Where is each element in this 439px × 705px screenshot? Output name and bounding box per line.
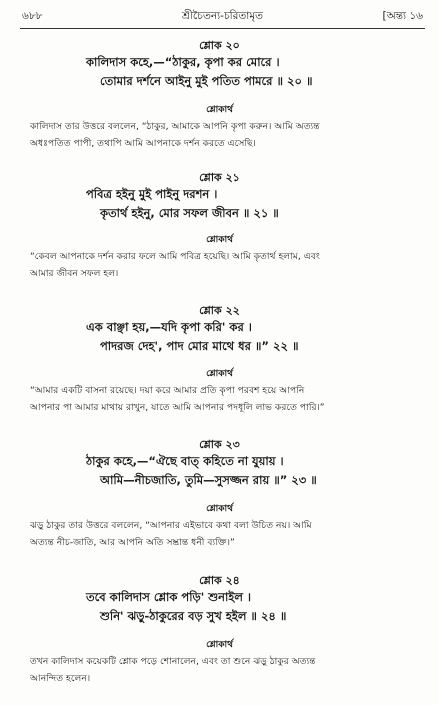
translation-line: “আমার একটি বাসনা রয়েছে। দয়া করে আমার প্রতি কৃপা পরবশ হয়ে আপনি: [30, 385, 305, 396]
translation-text: [30, 653, 419, 687]
verse-line: তোমার দর্শনে আইনু মুই পতিত পামরে ॥ ২০ ॥: [100, 74, 313, 88]
translation-heading: শ্লোকার্থ: [206, 105, 233, 115]
translation-24-block: [0, 638, 439, 687]
verse-heading: শ্লোক ২১: [199, 171, 240, 184]
translation-text: [30, 248, 419, 282]
verse-heading: শ্লোক ২০: [199, 39, 240, 52]
verse-23-block: [0, 437, 439, 490]
verse-line: পাদরজ দেহ', পাদ মোর মাথে ধর ॥” ২২ ॥: [100, 339, 299, 353]
translation-heading: শ্লোকার্থ: [206, 369, 233, 379]
translation-line: অধঃপতিত পাপী, তথাপি আমি আপনাকে দর্শন করতে এসেছি।: [30, 138, 256, 149]
translation-line: কালিদাস তার উত্তরে বললেন, “ঠাকুর, আমাকে আপনি কৃপা করুন। আমি অত্যন্ত: [30, 121, 320, 132]
verse-22-block: [0, 303, 439, 356]
verse-line: পবিত্র হইনু মুই পাইনু দরশন ।: [86, 187, 218, 201]
book-title: শ্রীচৈতন্য-চরিতামৃত: [181, 10, 264, 22]
translation-21-block: [0, 233, 439, 282]
header-divider: [20, 28, 425, 29]
translation-heading: শ্লোকার্থ: [206, 640, 233, 650]
translation-line: তখন কালিদাস কয়েকটি শ্লোক পড়ে শোনালেন, এবং তা শুনে ঝড়ু ঠাকুর অত্যন্ত: [30, 656, 316, 667]
verse-line: কৃতার্থ হইনু, মোর সফল জীবন ॥ ২১ ॥: [100, 206, 279, 220]
verse-line: কালিদাস কহে,—“ঠাকুর, কৃপা কর মোরে ।: [86, 55, 280, 69]
translation-heading: শ্লোকার্থ: [206, 235, 233, 245]
verse-line: ঠাকুর কহে,—“ঐছে বাত্ কহিতে না যুয়ায় ।: [86, 454, 284, 468]
translation-line: অত্যন্ত নীচ-জাতি, আর আপনি অতি সম্ভ্রান্ত ধনী ব্যক্তি।”: [30, 537, 235, 548]
translation-heading: শ্লোকার্থ: [206, 504, 233, 514]
verse-line: এক বাঞ্ছা হয়,—যদি কৃপা করি' কর ।: [86, 320, 252, 334]
verse-line: শুনি' ঝড়ু-ঠাকুরের বড় সুখ হইল ॥ ২৪ ॥: [100, 609, 287, 623]
translation-22-block: [0, 367, 439, 416]
verse-line: তবে কালিদাস শ্লোক পড়ি' শুনাইল ।: [86, 590, 252, 604]
verse-20-block: [0, 38, 439, 91]
verse-24-block: [0, 573, 439, 626]
translation-23-block: [0, 502, 439, 551]
verse-heading: শ্লোক ২৩: [199, 438, 240, 451]
verse-heading: শ্লোক ২২: [199, 304, 240, 317]
translation-20-block: [0, 103, 439, 152]
translation-text: [30, 517, 419, 551]
translation-text: [30, 118, 419, 152]
translation-line: “কেবল আপনাকে দর্শন করার ফলে আমি পবিত্র হয়েছি। আমি কৃতার্থ হলাম, এবং: [30, 251, 320, 262]
verse-heading: শ্লোক ২৪: [199, 574, 240, 587]
translation-line: ঝড়ু ঠাকুর তার উত্তরে বললেন, “আপনার এইভাবে কথা বলা উচিত নয়। আমি: [30, 520, 312, 531]
page-header: [22, 6, 423, 26]
verse-line: আমি—নীচজাতি, তুমি—সুসজ্জন রায় ॥” ২৩ ॥: [100, 473, 317, 487]
translation-line: আনন্দিত হলেন।: [30, 673, 91, 684]
translation-line: আপনার পা আমার মাথায় রাখুন, যাতে আমি আপনার পদধূলি লাভ করতে পারি।”: [30, 402, 325, 413]
verse-21-block: [0, 170, 439, 223]
translation-line: আমার জীবন সফল হল।: [30, 268, 119, 279]
translation-text: [30, 382, 419, 416]
chapter-reference: [অন্ত্য ১৬: [382, 10, 423, 22]
page-number: ৬৮৮: [22, 10, 43, 22]
